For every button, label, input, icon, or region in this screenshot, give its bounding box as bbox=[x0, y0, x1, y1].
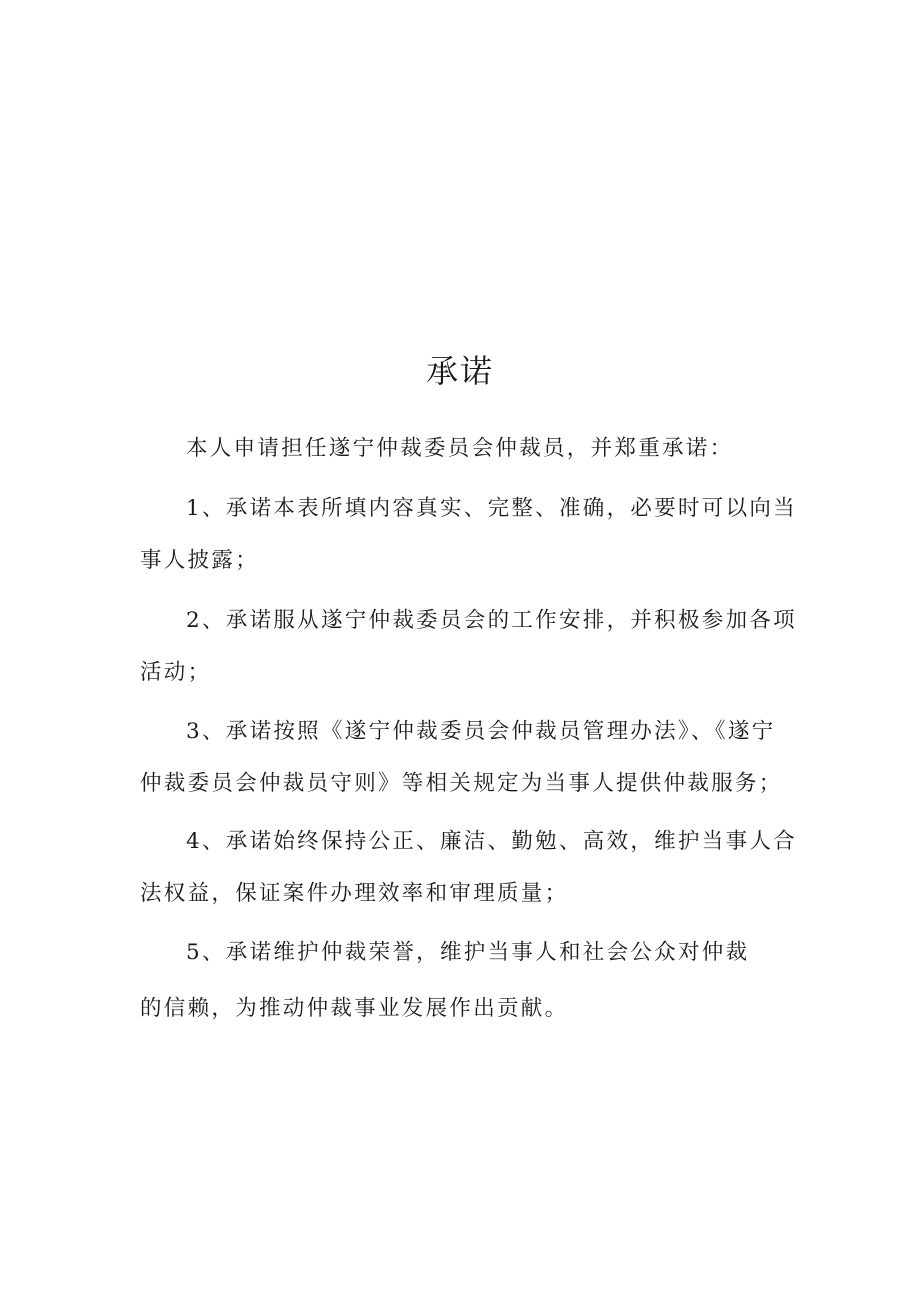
commitment-item-4-line-2: 法权益，保证案件办理效率和审理质量； bbox=[140, 881, 569, 906]
commitment-item-2-line-1: 2、承诺服从遂宁仲裁委员会的工作安排，并积极参加各项 bbox=[186, 608, 797, 633]
commitment-item-2-line-2: 活动； bbox=[140, 660, 212, 685]
commitment-item-1-line-1: 1、承诺本表所填内容真实、完整、准确，必要时可以向当 bbox=[186, 496, 797, 521]
commitment-item-5-line-1: 5、承诺维护仲裁荣誉，维护当事人和社会公众对仲裁 bbox=[186, 940, 750, 965]
commitment-item-3-line-2: 仲裁委员会仲裁员守则》等相关规定为当事人提供仲裁服务； bbox=[140, 771, 783, 796]
commitment-item-5-line-2: 的信赖，为推动仲裁事业发展作出贡献。 bbox=[140, 996, 569, 1021]
commitment-item-4-line-1: 4、承诺始终保持公正、廉洁、勤勉、高效，维护当事人合 bbox=[186, 829, 797, 854]
document-title: 承诺 bbox=[425, 352, 494, 390]
commitment-item-3-line-1: 3、承诺按照《遂宁仲裁委员会仲裁员管理办法》、《遂宁 bbox=[186, 719, 776, 744]
intro-paragraph: 本人申请担任遂宁仲裁委员会仲裁员，并郑重承诺： bbox=[186, 436, 734, 461]
commitment-item-1-line-2: 事人披露； bbox=[140, 548, 260, 573]
